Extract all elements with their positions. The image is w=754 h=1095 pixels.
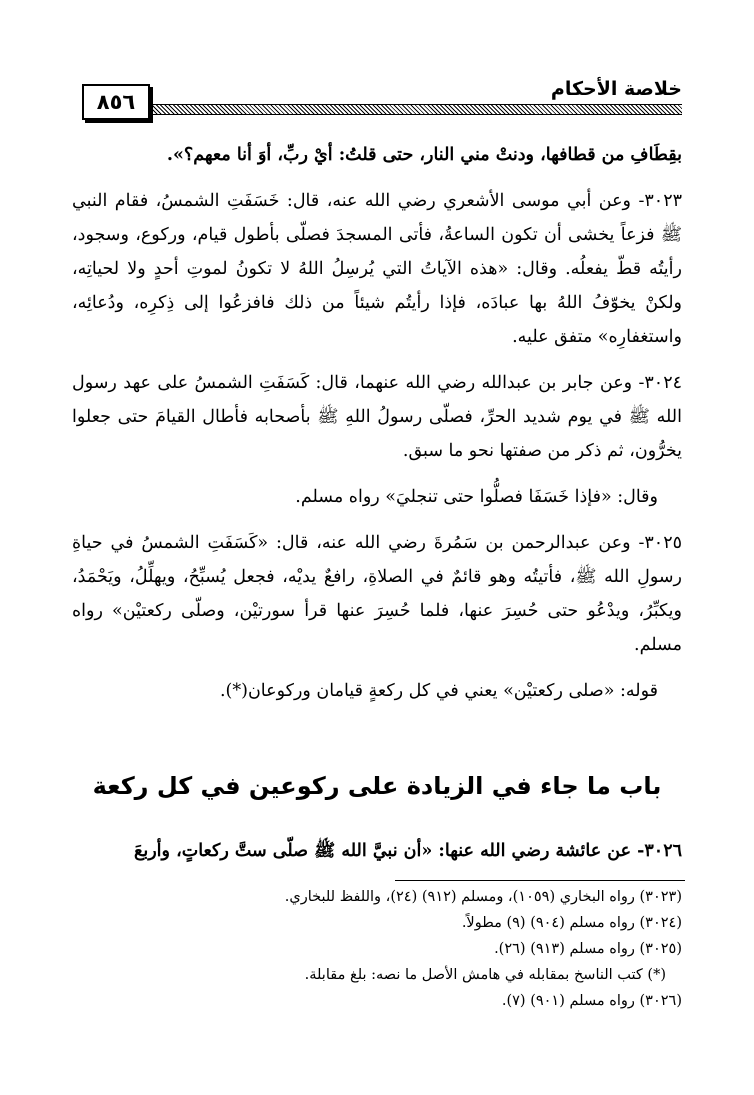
footnotes (72, 884, 682, 1014)
header-rule (152, 104, 682, 115)
chapter-heading: باب ما جاء في الزيادة على ركوعين في كل ركعة (92, 772, 662, 800)
hadith-3023: ٣٠٢٣- وعن أبي موسى الأشعري رضي الله عنه، قال: خَسَفَتِ الشمسُ، فقام النبي ﷺ فزعاً يخشى أن تكون الساعةُ، فأتى المسجدَ فصلّى بأطول قيام، وركوع، وسجود، رأيتُه قطّ يفعلُه. وقال: «هذه الآياتُ التي يُرسِلُ اللهُ لا تكونُ لموتِ أحدٍ ولا لحياتِه، ولكنْ يخوّفُ اللهُ بها عبادَه، فإذا رأيتُم شيئاً من ذلك فافزعُوا إلى ذِكرِه، ودُعائِه، واستغفارِه» متفق عليه. (72, 191, 682, 347)
hadith-3025: ٣٠٢٥- وعن عبدالرحمن بن سَمُرةَ رضي الله عنه، قال: «كَسَفَتِ الشمسُ في حياةِ رسولِ الله ﷺ، فأتيتُه وهو قائمٌ في الصلاةِ، رافعٌ يديْه، فجعل يُسبِّحُ، ويهلِّلُ، ويَحْمَدُ، ويكبِّرُ، ويدْعُو حتى حُسِرَ عنها، فلما حُسِرَ عنها قرأ سورتيْن، وصلّى ركعتيْن» رواه مسلم. (72, 533, 682, 655)
page-header (82, 78, 682, 120)
commentary-note: قوله: «صلى ركعتيْن» يعني في كل ركعةٍ قيامان وركوعان(*). (219, 681, 658, 701)
hadith-3024: ٣٠٢٤- وعن جابر بن عبدالله رضي الله عنهما، قال: كَسَفَتِ الشمسُ على عهد رسول الله ﷺ في يوم شديد الحرِّ، فصلّى رسولُ اللهِ ﷺ بأصحابه فأطال القيامَ حتى جعلوا يخرُّون، ثم ذكر من صفتها نحو ما سبق. (72, 373, 682, 461)
footnote-3023: (٣٠٢٣) رواه البخاري (١٠٥٩)، ومسلم (٩١٢) (٢٤)، واللفظ للبخاري. (284, 889, 682, 905)
running-title: خلاصة الأحكام (550, 78, 682, 100)
hadith-3024-addendum: وقال: «فإذا خَسَفَا فصلُّوا حتى تنجليَ» رواه مسلم. (295, 487, 658, 507)
footnote-copyist: (*) كتب الناسخ بمقابله في هامش الأصل ما نصه: بلغ مقابلة. (304, 967, 666, 983)
footnote-separator (395, 880, 685, 881)
page-number: ٨٥٦ (82, 84, 150, 120)
main-text-continued (72, 834, 682, 868)
main-text (72, 138, 682, 708)
footnote-3024: (٣٠٢٤) رواه مسلم (٩٠٤) (٩) مطولاً. (461, 915, 682, 931)
footnote-3025: (٣٠٢٥) رواه مسلم (٩١٣) (٢٦). (494, 941, 682, 957)
hadith-3026: ٣٠٢٦- عن عائشة رضي الله عنها: «أن نبيَّ الله ﷺ صلّى ستَّ ركعاتٍ، وأربعَ (134, 841, 682, 861)
paragraph-continuation: بقِطَافِ من قطافها، ودنتْ مني النار، حتى قلتُ: أيْ ربِّ، أوَ أنا معهم؟». (166, 145, 682, 165)
footnote-3026: (٣٠٢٦) رواه مسلم (٩٠١) (٧). (501, 993, 682, 1009)
